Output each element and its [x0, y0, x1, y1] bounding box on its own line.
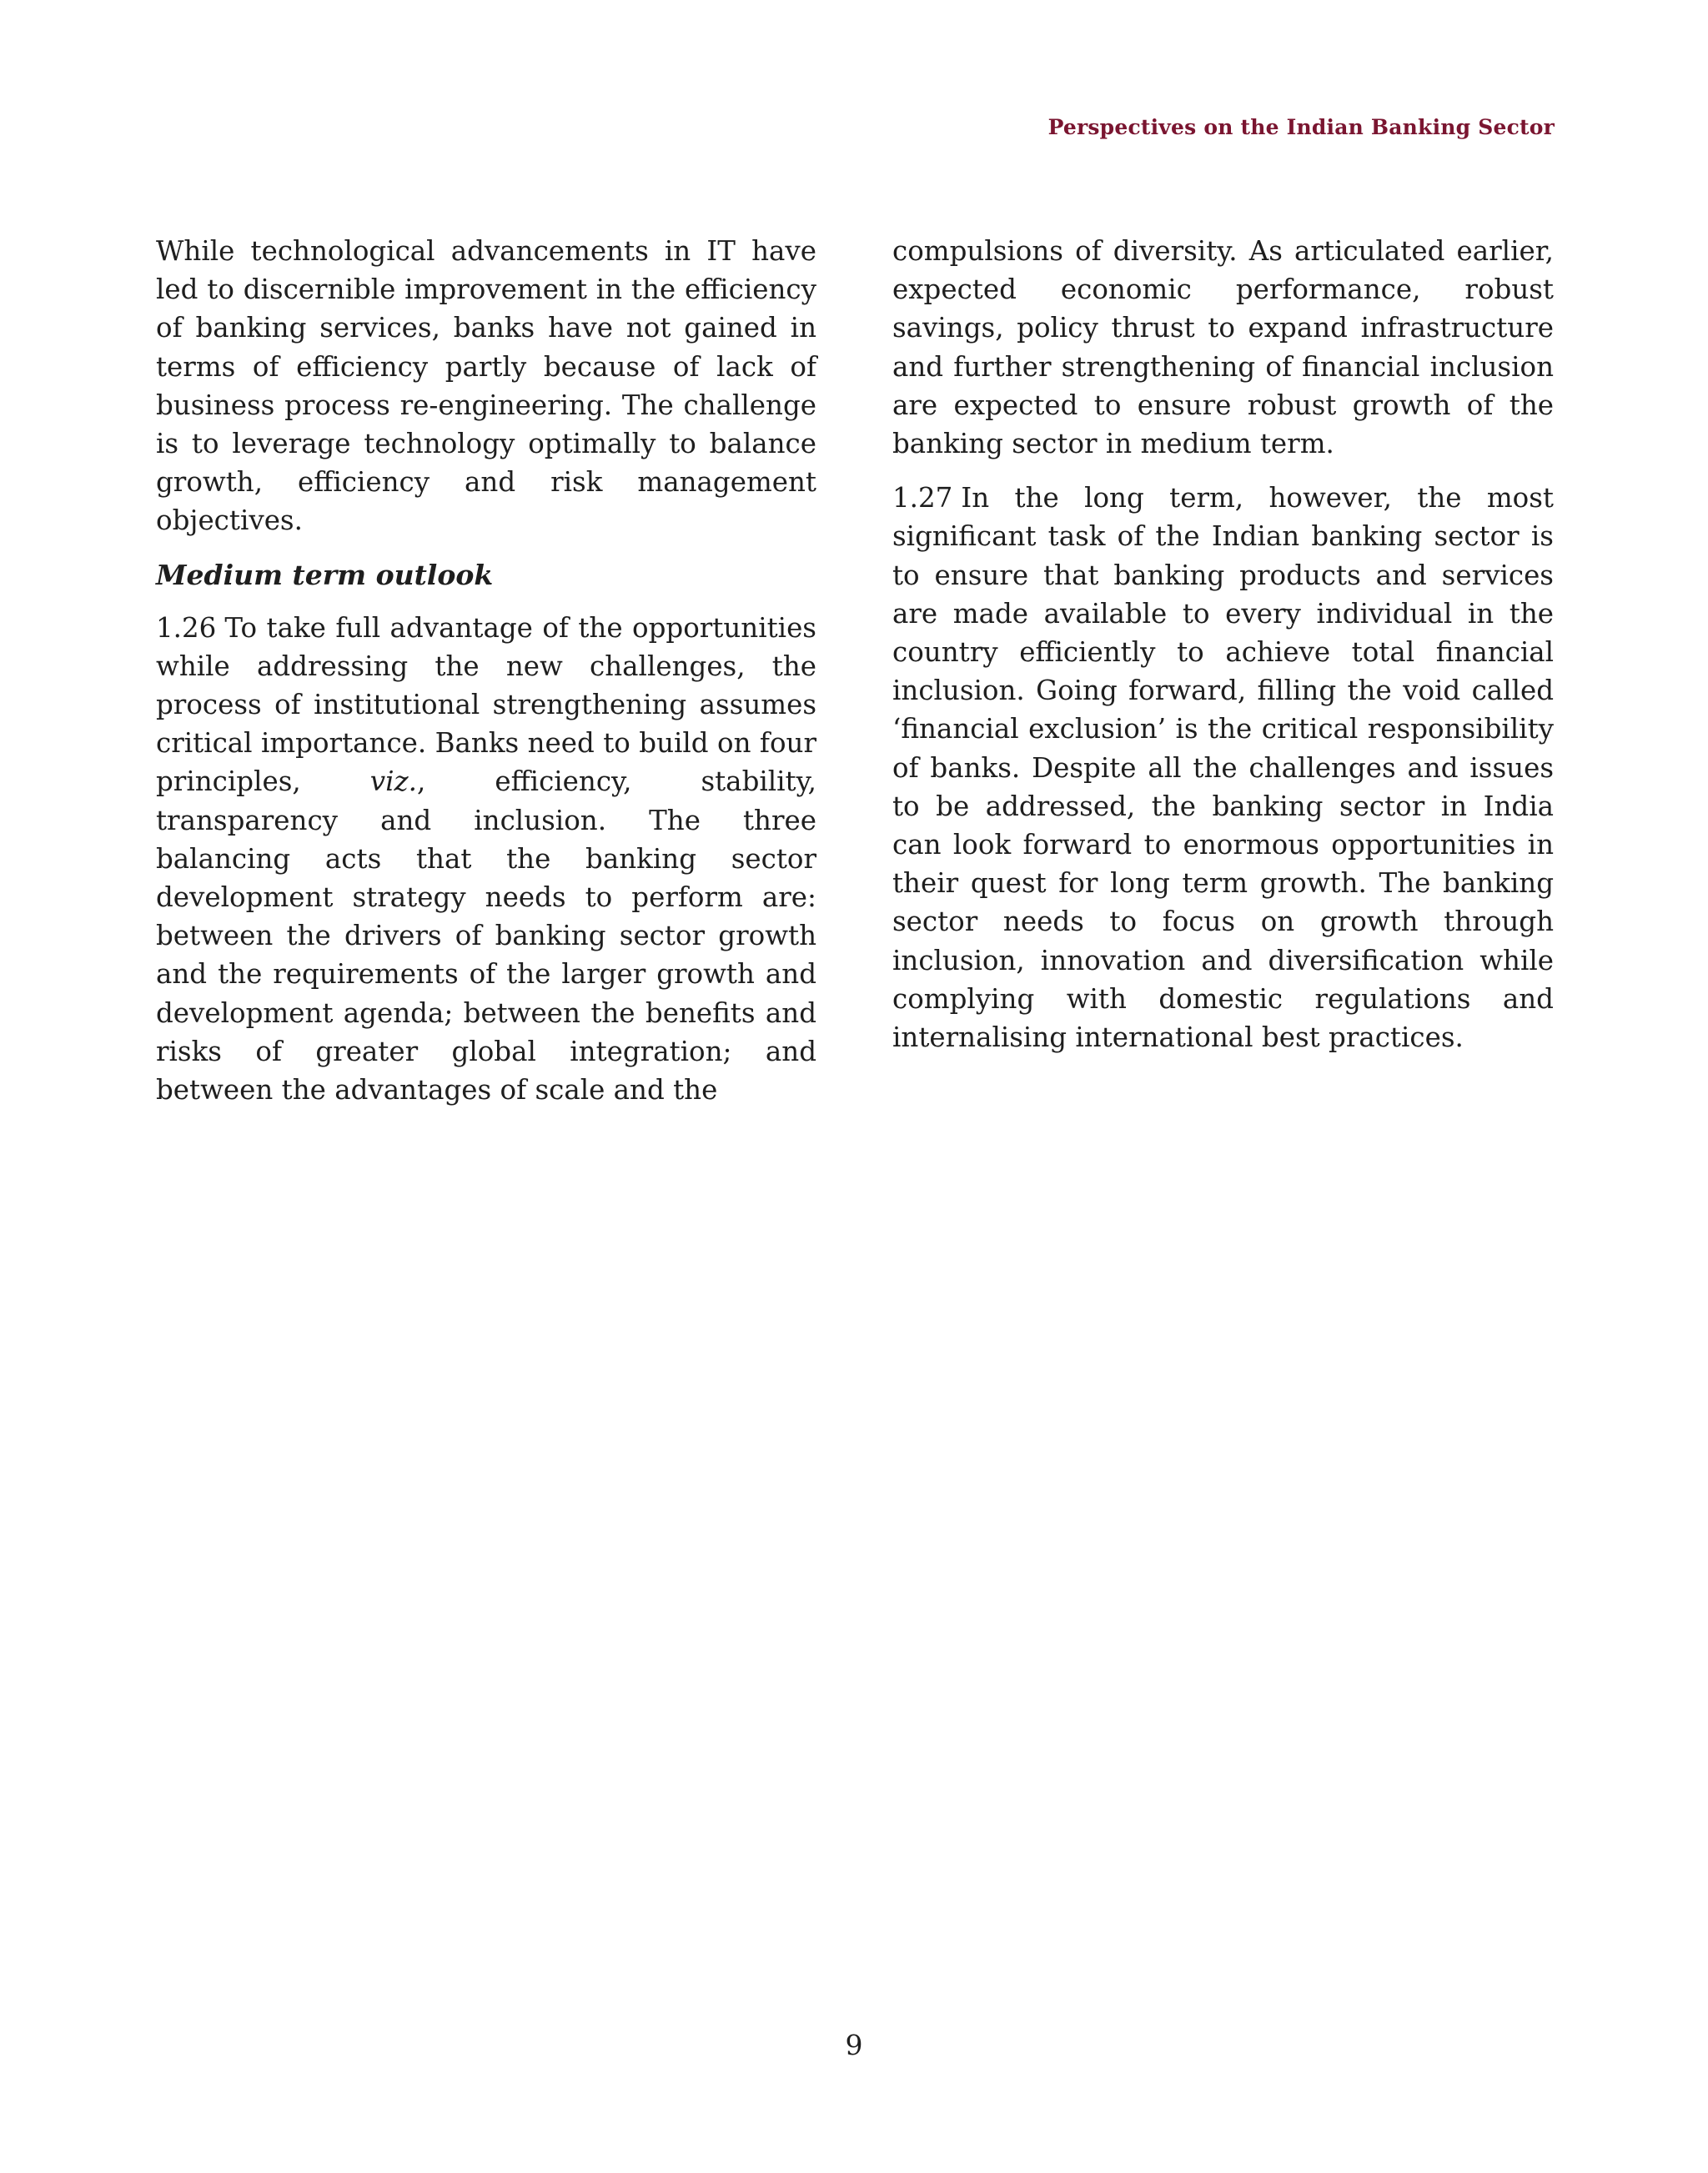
paragraph-1-27	[892, 479, 1554, 1056]
left-column	[156, 232, 816, 1125]
paragraph-intro: While technological advancements in IT have led to discernible improvement in the efficiency of banking services, banks have not gained in terms of efficiency partly because of lack of business process re-engineering. The challenge is to leverage technology optimally to balance growth, efficiency and risk management objectives.	[156, 235, 816, 537]
running-header: Perspectives on the Indian Banking Sector	[1047, 115, 1555, 139]
paragraph-text: In the long term, however, the most significant task of the Indian banking sector is to ensure that banking products and services are made available to every individual in the country efficiently to achieve total financial inclusion. Going forward, filling the void called ‘financial exclusion’ is the critical responsibility of banks. Despite all the challenges and issues to be addressed, the banking sector in India can look forward to enormous opportunities in their quest for long term growth. The banking sector needs to focus on growth through inclusion, innovation and diversification while complying with domestic regulations and internalising international best practices.	[892, 482, 1554, 1054]
paragraph-text: , efficiency, stability, transparency and inclusion. The three balancing acts that the banking sector development strategy needs to perform are: between the drivers of banking sector growth and the requirements of the larger growth and development agenda; between the benefits and risks of greater global integration; and between the advantages of scale and the	[156, 765, 816, 1107]
paragraph-continued: compulsions of diversity. As articulated earlier, expected economic performance, robust savings, policy thrust to expand infrastructure and further strengthening of financial inclusion are expected to ensure robust growth of the banking sector in medium term.	[892, 235, 1554, 460]
right-column	[892, 232, 1554, 1072]
paragraph-text: To take full advantage of the opportunities while addressing the new challenges, the process of institutional strengthening assumes critical importance. Banks need to build on four principles,	[156, 611, 816, 798]
page-number: 9	[845, 2029, 863, 2061]
paragraph-number: 1.26	[156, 611, 217, 644]
section-heading: Medium term outlook	[156, 558, 494, 591]
paragraph-italic-term: viz.	[369, 765, 417, 798]
paragraph-number: 1.27	[892, 482, 953, 514]
paragraph-1-26	[156, 609, 816, 1110]
